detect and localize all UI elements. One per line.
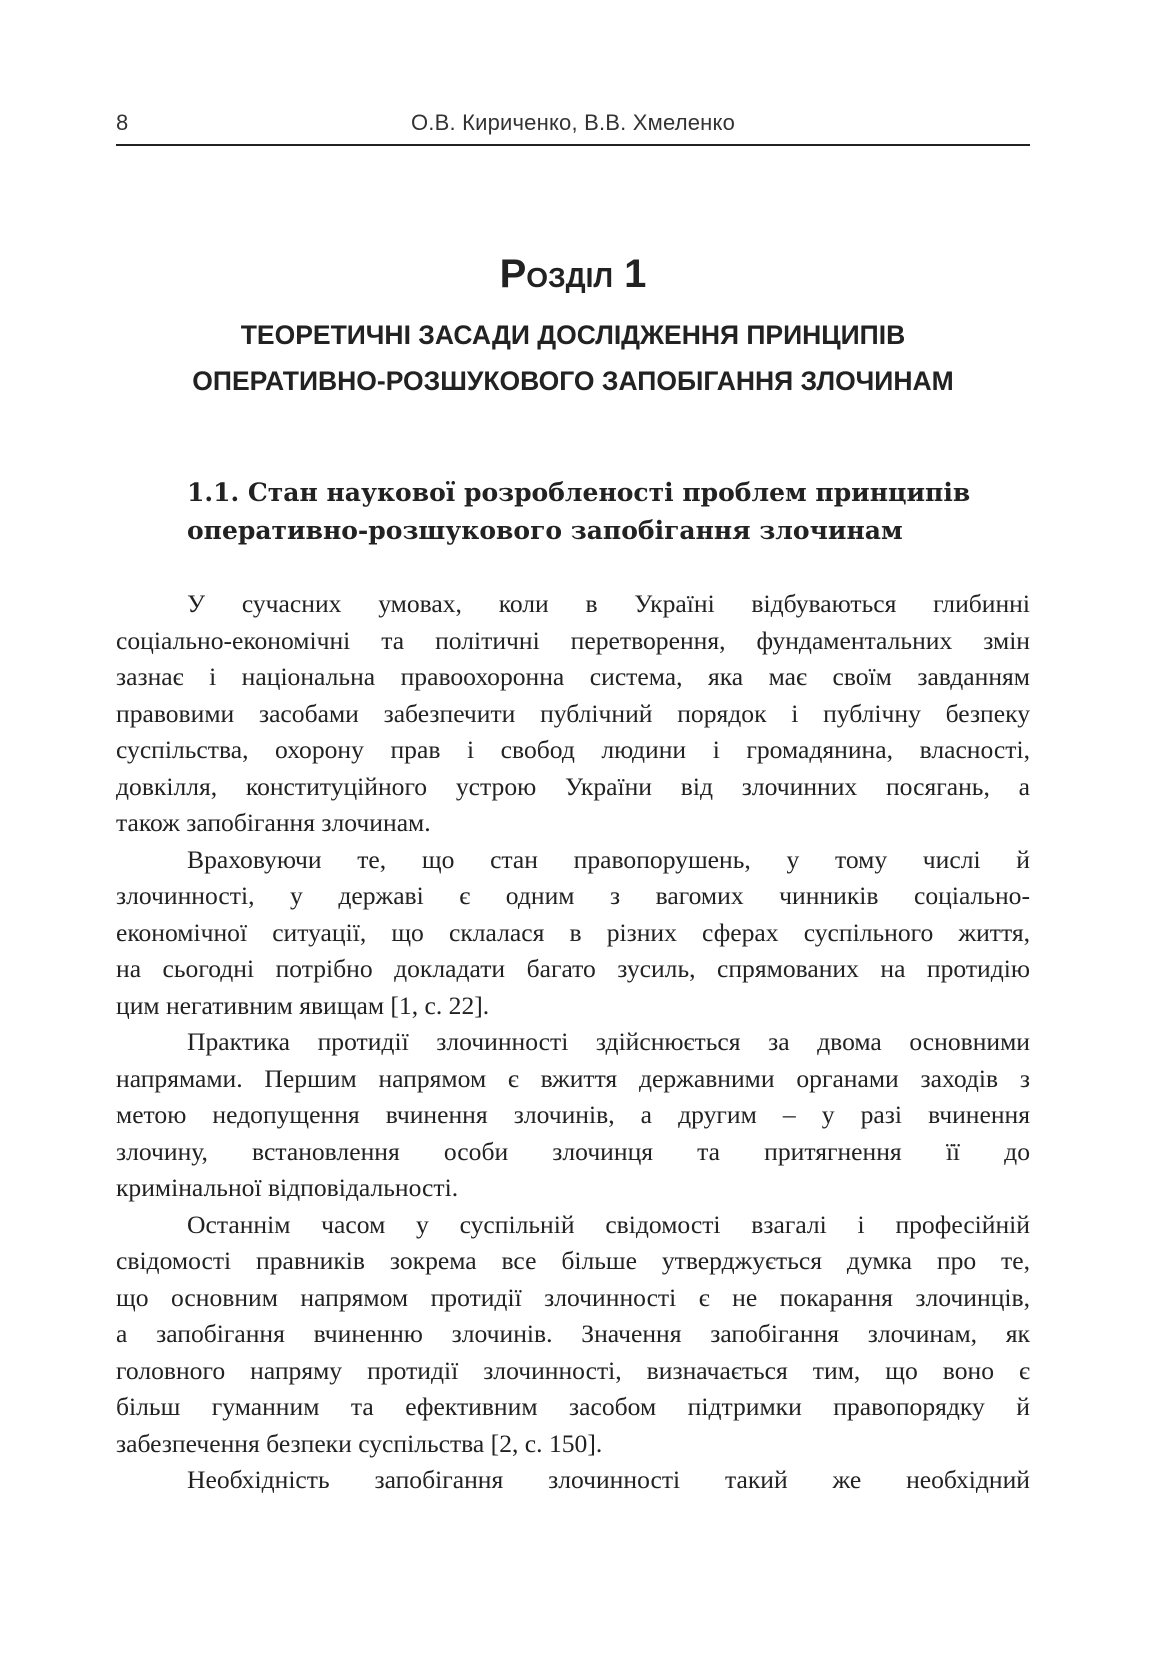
body-text (116, 586, 1030, 1499)
paragraph-line: зазнає і національна правоохоронна система, яка має своїм завданням (116, 662, 1030, 691)
paragraph-line: Практика протидії злочинності здійснюється за двома основними (187, 1027, 1030, 1056)
section-title-line: 1.1. Стан наукової розробленості проблем принципів (187, 478, 971, 507)
page-number: 8 (116, 110, 129, 135)
paragraph-line: злочинності, у державі є одним з вагомих чинників соціально- (116, 881, 1030, 910)
section-title-line: оперативно-розшукового запобігання злочинам (187, 516, 903, 545)
paragraph-line: головного напряму протидії злочинності, визначається тим, що воно є (116, 1355, 1030, 1385)
chapter-label: Розділ 1 (499, 252, 647, 296)
chapter-title-line: ТЕОРЕТИЧНІ ЗАСАДИ ДОСЛІДЖЕННЯ ПРИНЦИПІВ (240, 320, 906, 350)
paragraph-line: напрямами. Першим напрямом є вжиття державними органами заходів з (116, 1063, 1030, 1093)
paragraph-line: Останнім часом у суспільній свідомості взагалі і професійній (187, 1209, 1030, 1239)
paragraph-line: довкілля, конституційного устрою України від злочинних посягань, а (116, 771, 1030, 801)
paragraph-line: також запобігання злочинам. (116, 808, 431, 837)
section-title (187, 474, 1030, 550)
paragraph (116, 1462, 1030, 1499)
paragraph-line: соціально-економічні та політичні перетворення, фундаментальних змін (116, 625, 1030, 655)
paragraph-line: злочину, встановлення особи злочинця та притягнення її до (116, 1136, 1030, 1166)
paragraph-line: що основним напрямом протидії злочинності є не покарання злочинців, (116, 1282, 1030, 1312)
paragraph-line: економічної ситуації, що склалася в різних сферах суспільного життя, (116, 917, 1030, 947)
paragraph-line: на сьогодні потрібно докладати багато зусиль, спрямованих на протидію (116, 954, 1030, 983)
paragraph-line: а запобігання вчиненню злочинів. Значення запобігання злочинам, як (116, 1319, 1030, 1348)
chapter-title-line: ОПЕРАТИВНО-РОЗШУКОВОГО ЗАПОБІГАННЯ ЗЛОЧИНАМ (192, 366, 954, 396)
paragraph-line: суспільства, охорону прав і свобод людини і громадянина, власності, (116, 735, 1030, 764)
chapter-title (116, 312, 1030, 404)
paragraph-line: цим негативним явищам [1, с. 22]. (116, 990, 490, 1020)
running-head-authors: О.В. Кириченко, В.В. Хмеленко (410, 110, 736, 135)
paragraph-line: кримінальної відповідальності. (116, 1173, 459, 1202)
paragraph-line: метою недопущення вчинення злочинів, а другим – у разі вчинення (116, 1100, 1030, 1129)
paragraph-line: Враховуючи те, що стан правопорушень, у тому числі й (187, 844, 1030, 874)
paragraph-line: більш гуманним та ефективним засобом підтримки правопорядку й (116, 1392, 1030, 1421)
paragraph-line: забезпечення безпеки суспільства [2, с. 150]. (116, 1428, 603, 1458)
running-header (116, 108, 1030, 146)
paragraph (116, 842, 1030, 1025)
paragraph-line: свідомості правників зокрема все більше утверджується думка про те, (116, 1246, 1030, 1275)
paragraph-line: правовими засобами забезпечити публічний порядок і публічну безпеку (116, 698, 1030, 728)
paragraph (116, 586, 1030, 842)
paragraph (116, 1207, 1030, 1463)
paragraph-line: У сучасних умовах, коли в Україні відбуваються глибинні (187, 589, 1030, 618)
paragraph-line: Необхідність запобігання злочинності такий же необхідний (187, 1465, 1030, 1494)
paragraph (116, 1024, 1030, 1207)
